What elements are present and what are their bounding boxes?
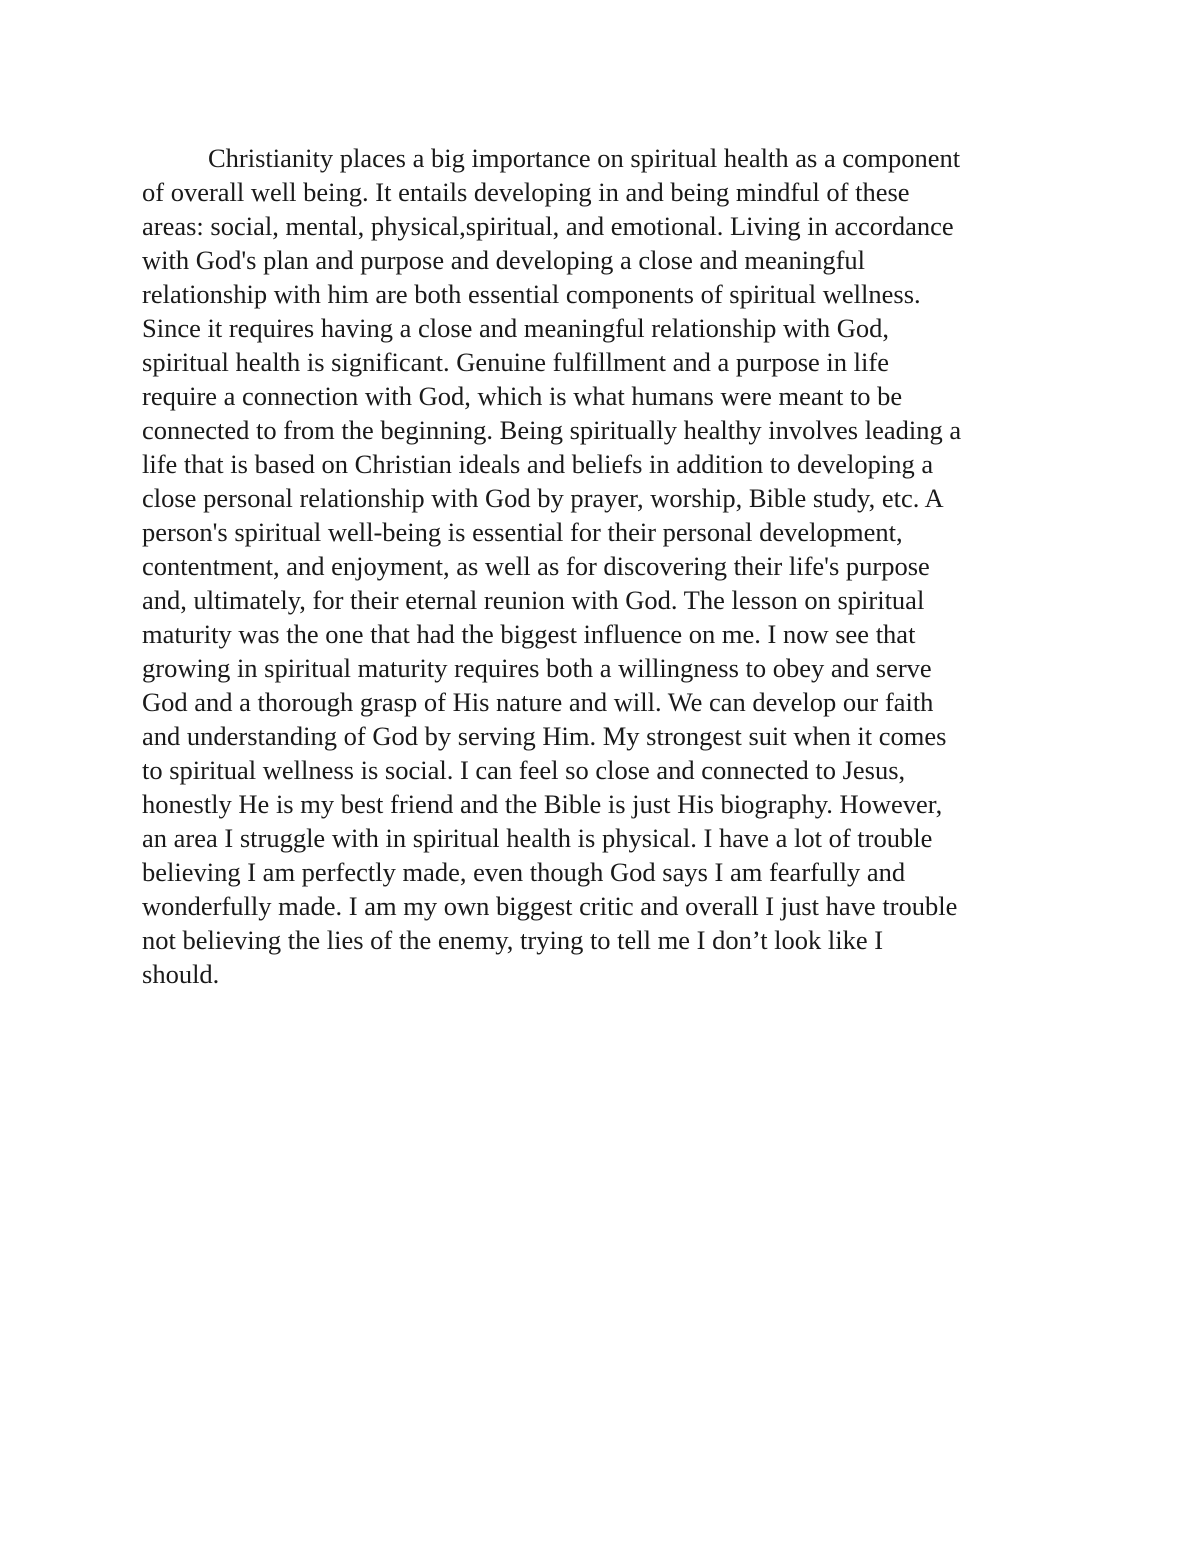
paragraph-line: maturity was the one that had the biggest influence on me. I now see that	[142, 619, 916, 649]
paragraph-line: spiritual health is significant. Genuine fulfillment and a purpose in life	[142, 347, 889, 377]
paragraph-line: an area I struggle with in spiritual health is physical. I have a lot of trouble	[142, 823, 933, 853]
paragraph-line: connected to from the beginning. Being spiritually healthy involves leading a	[142, 415, 962, 445]
paragraph-line: life that is based on Christian ideals and beliefs in addition to developing a	[142, 449, 934, 479]
paragraph-line: God and a thorough grasp of His nature and will. We can develop our faith	[142, 687, 934, 717]
paragraph-line: to spiritual wellness is social. I can feel so close and connected to Jesus,	[142, 755, 906, 785]
paragraph-line: require a connection with God, which is what humans were meant to be	[142, 381, 903, 411]
paragraph-line: believing I am perfectly made, even though God says I am fearfully and	[142, 857, 906, 887]
paragraph-line: areas: social, mental, physical,spiritual, and emotional. Living in accordance	[142, 211, 954, 241]
paragraph-line: with God's plan and purpose and developing a close and meaningful	[142, 245, 866, 275]
paragraph-line: growing in spiritual maturity requires both a willingness to obey and serve	[142, 653, 932, 683]
paragraph-line: of overall well being. It entails developing in and being mindful of these	[142, 177, 910, 207]
paragraph-line: close personal relationship with God by prayer, worship, Bible study, etc. A	[142, 483, 944, 513]
paragraph-line: person's spiritual well-being is essential for their personal development,	[142, 517, 903, 547]
paragraph-line: should.	[142, 959, 220, 989]
paragraph-line: honestly He is my best friend and the Bible is just His biography. However,	[142, 789, 943, 819]
paragraph-line: and, ultimately, for their eternal reunion with God. The lesson on spiritual	[142, 585, 925, 615]
paragraph-line: contentment, and enjoyment, as well as for discovering their life's purpose	[142, 551, 930, 581]
paragraph-line: wonderfully made. I am my own biggest critic and overall I just have trouble	[142, 891, 958, 921]
paragraph-line: Christianity places a big importance on spiritual health as a component	[208, 143, 961, 173]
paragraph-line: Since it requires having a close and meaningful relationship with God,	[142, 313, 889, 343]
paragraph-line: not believing the lies of the enemy, trying to tell me I don’t look like I	[142, 925, 884, 955]
paragraph-line: and understanding of God by serving Him. My strongest suit when it comes	[142, 721, 947, 751]
paragraph-line: relationship with him are both essential components of spiritual wellness.	[142, 279, 921, 309]
body-paragraph	[142, 141, 1062, 991]
